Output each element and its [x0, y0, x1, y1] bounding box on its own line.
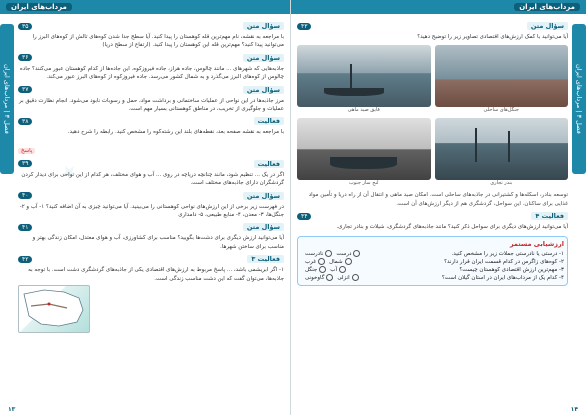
quiz-question: ۱- درستی یا نادرستی جملات زیر را مشخص کنید. [451, 250, 564, 257]
radio-button[interactable] [352, 274, 359, 281]
right-side-tab: فصل ۳ | مرداب‌های ایران [572, 24, 586, 174]
question-label: سؤال متن [243, 223, 284, 231]
question-text: با مراجعه به نقشه، نام مهم‌ترین قله کوهستان را پیدا کنید. آیا سطح جدا شدن کوه‌های تالش از کوه‌های البرز را می‌توانید پیدا کنید؟ مهم‌ترین قله این کوهستان را پیدا کنید. (ارتفاع از سطح دریا) [32, 34, 284, 49]
question-label: فعالیت [254, 160, 284, 168]
option-label: آب [330, 266, 337, 273]
question-number: ۴۲ [18, 256, 32, 263]
option-label: غرب [305, 258, 317, 265]
left-content [18, 18, 284, 399]
left-page [0, 0, 291, 415]
quiz-question: ۴- کدام یک از مرداب‌های ایران در استان گیلان است؟ [441, 274, 564, 281]
question-label: سؤال متن [243, 192, 284, 200]
right-header-section: مرداب‌های ایران [514, 3, 580, 11]
question-header [297, 21, 568, 31]
photo-grid [297, 45, 568, 187]
quiz-options [301, 250, 360, 258]
quiz-options [301, 258, 352, 266]
dhow-photo [297, 118, 431, 180]
photo-item [297, 118, 431, 187]
photo-caption: بندر تجاری [490, 180, 513, 187]
question-label: سؤال متن [527, 22, 568, 30]
left-header-bar [0, 0, 290, 14]
question-header [18, 222, 284, 232]
radio-button[interactable] [325, 250, 332, 257]
question-text: اگر در یک ... تنظیم شود، مانند چنانچه دریاچه در روی ... آب و هوای مختلف، هر کدام از این نواحی برای دیدار کردن گردشگران دارای جاذبه‌های مختلف است. [21, 171, 284, 187]
question-header [18, 85, 284, 95]
activity-label: فعالیت ۴ [531, 212, 568, 220]
photo-caption: قایق صید ماهی [347, 107, 380, 114]
watermark: ★ [54, 157, 84, 187]
quiz-items [301, 250, 564, 282]
left-header-section: مرداب‌های ایران [6, 3, 72, 11]
option-label: شمال [329, 258, 343, 265]
question-header [18, 21, 284, 31]
quiz-box [297, 236, 568, 286]
question-text: مرز جاذبه‌ها در این نواحی از عملیات ساختمانی و برداشت مواد، حمل و رسوبات نابود می‌شود. انجام نظارت دقیق بر عملیات و جلوگیری از تخریب، در مناطق کوهستانی بسیار مهم است. [19, 97, 284, 113]
left-questions-list [18, 21, 284, 283]
question-number: ۳۷ [18, 86, 32, 93]
question-number: ۴۱ [18, 224, 32, 231]
radio-button[interactable] [345, 258, 352, 265]
port-photo [435, 118, 569, 180]
radio-button[interactable] [326, 274, 333, 281]
question-number: ۳۶ [18, 54, 32, 61]
radio-button[interactable] [353, 250, 360, 257]
radio-button[interactable] [339, 266, 346, 273]
question-text: جاذبه‌هایی که شهرهای ... مانند چالوس، جاده هراز، جاده فیروزکوه. این جاده‌ها از کدام کوهستان عبور می‌کنند؟ جاده چالوس از کوه‌های البرز می‌گذرد و به شمال کشور می‌رسد. جاده فیروزکوه از کوه‌های البرز عبور می‌کند. [19, 65, 284, 81]
option-label: انزلی [337, 274, 350, 281]
option-label: درست [336, 250, 352, 257]
photo-item [435, 45, 569, 114]
radio-button[interactable] [319, 266, 326, 273]
quiz-options [301, 274, 359, 282]
question-text: آیا می‌توانید ارزش دیگری برای دشت‌ها بگویید؟ مناسب برای کشاورزی، آب و هوای معتدل، امکان زندگی بهتر و مناسب برای ساختن شهرها. [32, 235, 284, 250]
body-text: توسعه بنادر، اسکله‌ها و کشتیرانی در جاذبه‌های ساحلی است. امکان صید ماهی و انتقال آن از راه دریا و تأمین مواد غذایی برای ساکنان. این سواحل، گردشگری هم از دیگر ارزش‌های آن است. [308, 192, 568, 207]
question-number: ۴۰ [18, 192, 32, 199]
activity-number: ۴۴ [297, 213, 311, 220]
activity-text: آیا می‌توانید ارزش‌های دیگری برای سواحل ذکر کنید؟ مانند جاذبه‌های گردشگری، شیلات و بنادر تجاری. [336, 224, 568, 231]
question-text: در فهرست زیر برخی از این ارزش‌های نواحی کوهستانی را می‌بینید. آیا می‌توانید چیزی به آن اضافه کنید؟ ۱- آب و ۲- جنگل‌ها، ۳- معدن، ۴- منابع طبیعی، ۵- دامداری [19, 203, 284, 219]
question-number: ۴۳ [297, 23, 311, 30]
question-number: ۳۸ [18, 118, 32, 125]
option-label: جنگل [305, 266, 318, 273]
radio-button[interactable] [318, 258, 325, 265]
quiz-item [301, 274, 564, 282]
option-label: گاوخونی [305, 274, 325, 281]
iran-map-image [18, 285, 90, 333]
left-page-number: ۱۳ [8, 406, 16, 413]
quiz-title: ارزشیابی مستمر [509, 239, 564, 248]
answer-tag: پاسخ [18, 148, 35, 154]
question-header [18, 159, 284, 169]
question-label: فعالیت [254, 117, 284, 125]
photo-caption: جنگل‌های ساحلی [483, 107, 519, 114]
question-number: ۳۵ [18, 23, 32, 30]
photo-item [435, 118, 569, 187]
question-header [18, 116, 284, 126]
quiz-item [301, 258, 564, 266]
quiz-options [301, 266, 346, 274]
quiz-item [301, 250, 564, 258]
quiz-question: ۳- مهم‌ترین ارزش اقتصادی کوهستان چیست؟ [459, 266, 564, 273]
question-text: با مراجعه به نقشه صفحه بعد، نقطه‌های بلند این رشته‌کوه را مشخص کنید. رابطه را شرح دهید. [67, 129, 284, 136]
photo-caption: لنج ساز جنوب [349, 180, 379, 187]
left-side-tab: فصل ۳ | مرداب‌های ایران [0, 24, 14, 174]
question-label: سؤال متن [243, 54, 284, 62]
activity-header [297, 211, 568, 221]
right-page-number: ۱۴ [570, 406, 578, 413]
question-text: آیا می‌توانید با کمک ارزش‌های اقتصادی تصاویر زیر را توضیح دهید؟ [417, 34, 568, 40]
question-label: سؤال متن [243, 22, 284, 30]
question-header [18, 254, 284, 264]
question-label: سؤال متن [243, 86, 284, 94]
question-number: ۳۹ [18, 160, 32, 167]
question-label: فعالیت ۳ [247, 255, 284, 263]
question-header [18, 53, 284, 63]
quiz-question: ۲- کوه‌های زاگرس در کدام قسمت ایران قرار دارند؟ [444, 258, 564, 265]
question-header [18, 191, 284, 201]
right-page [291, 0, 586, 415]
right-header-bar [291, 0, 586, 14]
coastal-forest-photo [435, 45, 569, 107]
fishing-boat-photo [297, 45, 431, 107]
question-text: ۱- اگر ابریشمی باشد، ... پاسخ مربوط به ارزش‌های اقتصادی یکی از جاذبه‌های گردشگری دشت است. با توجه به جاذبه‌ها، می‌توان گفت که این دشت مناسب زندگی است. [28, 267, 284, 282]
photo-item [297, 45, 431, 114]
option-label: نادرست [305, 250, 324, 257]
right-content [297, 18, 568, 399]
quiz-item [301, 266, 564, 274]
